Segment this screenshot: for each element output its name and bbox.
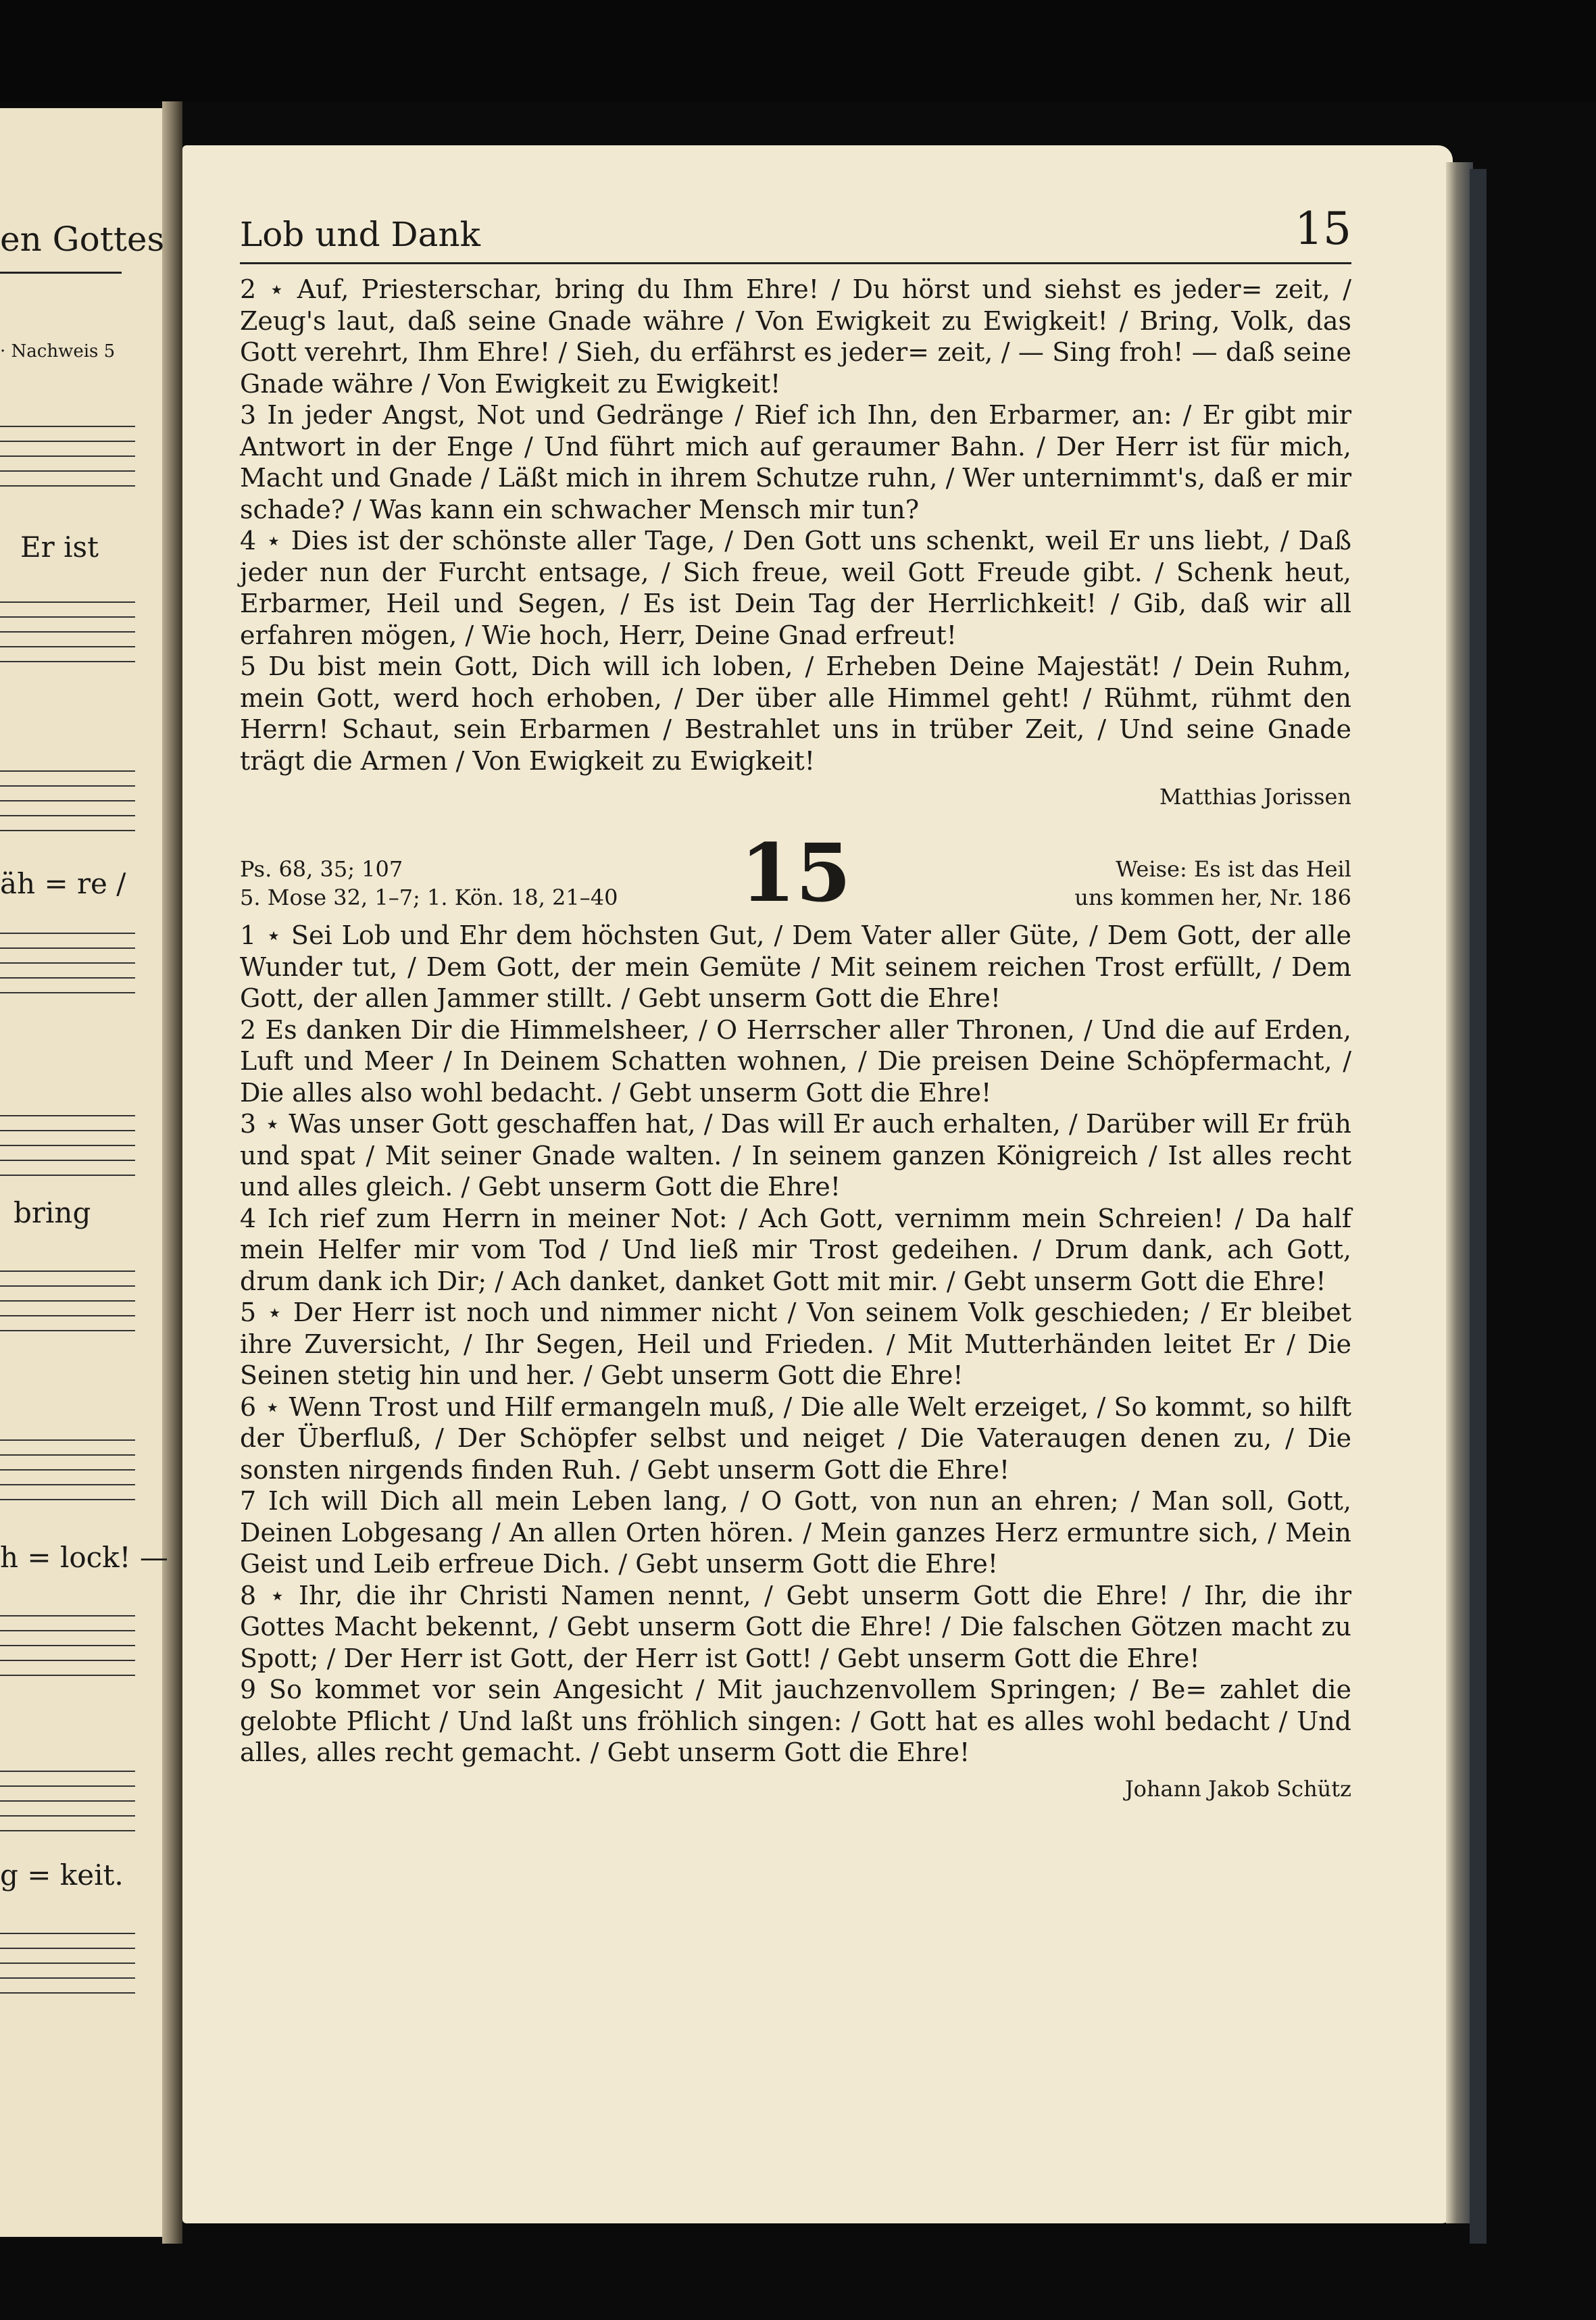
left-page-header-rule [0, 272, 122, 274]
verse: 5 ⋆ Der Herr ist noch und nimmer nicht / Von seinem Volk geschieden; / Er bleibet ihre Zuversicht, / Ihr Segen, Heil und Frieden. / Mit Mutterhänden leitet Er / Die Seinen stetig hin und her. / Gebt unserm Gott die Ehre! [240, 1298, 1351, 1390]
lyric-fragment: bring [14, 1196, 91, 1229]
book-gutter [162, 101, 182, 2244]
background-top [0, 0, 1596, 101]
page-content [240, 203, 1351, 1815]
hymn-author: Johann Jakob Schütz [1124, 1775, 1351, 1802]
melody-line: uns kommen her, Nr. 186 [1074, 885, 1351, 910]
book-cover-edge [1470, 169, 1487, 2244]
verse: 4 Ich rief zum Herrn in meiner Not: / Ach Gott, vernimm mein Schreien! / Da half mein Helfer mir vom Tod / Und ließ mir Trost gedeihen. / Drum dank, ach Gott, drum dank ich Dir; / Ach danket, danket Gott mit mir. / Gebt unserm Gott die Ehre! [240, 1203, 1351, 1296]
hymn-author: Matthias Jorissen [1159, 784, 1351, 810]
verse: 3 ⋆ Was unser Gott geschaffen hat, / Das will Er auch erhalten, / Darüber will Er früh und spat / Mit seiner Gnade walten. / In seinem ganzen Königreich / Ist alles recht und alles gleich. / Gebt unserm Gott die Ehre! [240, 1109, 1351, 1202]
lyric-fragment: g = keit. [0, 1858, 124, 1892]
running-title: Lob und Dank [240, 215, 480, 254]
lyric-fragment: äh = re / [0, 867, 126, 900]
verse: 3 In jeder Angst, Not und Gedränge / Rief ich Ihn, den Erbarmer, an: / Er gibt mir Antwort in der Enge / Und führt mich auf geraumer Bahn. / Der Herr ist für mich, Macht und Gnade / Läßt mich in ihrem Schutze ruhn, / Wer unternimmt's, daß er mir schade? / Was kann ein schwacher Mensch mir tun? [240, 400, 1351, 524]
left-page-title-fragment: en Gottes [0, 220, 165, 259]
page-header [240, 203, 1351, 262]
verse: 9 So kommet vor sein Angesicht / Mit jauchzenvollem Springen; / Be= zahlet die gelobte Pflicht / Und laßt uns fröhlich singen: / Gott hat es alles wohl bedacht / Und alles, alles recht gemacht. / Gebt unserm Gott die Ehre! [240, 1675, 1351, 1767]
scripture-reference: Ps. 68, 35; 107 [240, 856, 403, 882]
verse: 6 ⋆ Wenn Trost und Hilf ermangeln muß, / Die alle Welt erzeiget, / So kommt, so hilft der Überfluß, / Der Schöpfer selbst und neiget / Die Vateraugen denen zu, / Die sonsten nirgends finden Ruh. / Gebt unserm Gott die Ehre! [240, 1391, 1351, 1485]
verse: 4 ⋆ Dies ist der schönste aller Tage, / Den Gott uns schenkt, weil Er uns liebt, / Daß jeder nun der Furcht entsage, / Sich freue, weil Gott Freude gibt. / Schenk heut, Erbarmer, Heil und Segen, / Es ist Dein Tag der Herrlichkeit! / Gib, daß wir all erfahren mögen, / Wie hoch, Herr, Deine Gnad erfreut! [240, 526, 1351, 650]
lyric-fragment: Er ist [20, 530, 99, 564]
header-rule [240, 262, 1351, 264]
verse: 2 Es danken Dir die Himmelsheer, / O Herrscher aller Thronen, / Und die auf Erden, Luft und Meer / In Deinem Schatten wohnen, / Die preisen Deine Schöpfermacht, / Die alles also wohl bedacht. / Gebt unserm Gott die Ehre! [240, 1014, 1351, 1108]
verse: 8 ⋆ Ihr, die ihr Christi Namen nennt, / Gebt unserm Gott die Ehre! / Ihr, die ihr Gottes Macht bekennt, / Gebt unserm Gott die Ehre! / Die falschen Götzen macht zu Spott; / Der Herr ist Gott, der Herr ist Gott! / Gebt unserm Gott die Ehre! [240, 1580, 1351, 1673]
left-page-nachweis: · Nachweis 5 [0, 341, 116, 362]
hymn-number: 15 [740, 826, 851, 920]
page-edge [1446, 162, 1473, 2223]
melody-line: Weise: Es ist das Heil [1116, 856, 1351, 882]
page-number: 15 [1295, 203, 1351, 255]
verse: 1 ⋆ Sei Lob und Ehr dem höchsten Gut, / Dem Vater aller Güte, / Dem Gott, der alle Wunder tut, / Dem Gott, der mein Gemüte / Mit seinem reichen Trost erfüllt, / Dem Gott, der allen Jammer stillt. / Gebt unserm Gott die Ehre! [240, 920, 1351, 1013]
lyric-fragment: h = lock! — [0, 1541, 168, 1574]
left-page [0, 108, 165, 2237]
scripture-reference: 5. Mose 32, 1–7; 1. Kön. 18, 21–40 [240, 885, 618, 910]
melody-reference [1074, 855, 1351, 912]
verse: 2 ⋆ Auf, Priesterschar, bring du Ihm Ehre! / Du hörst und siehst es jeder= zeit, / Zeug's laut, daß seine Gnade währe / Von Ewigkeit zu Ewigkeit! / Bring, Volk, das Gott verehrt, Ihm Ehre! / Sieh, du erfährst es jeder= zeit, / — Sing froh! — daß seine Gnade währe / Von Ewigkeit zu Ewigkeit! [240, 274, 1351, 399]
verse: 5 Du bist mein Gott, Dich will ich loben, / Erheben Deine Majestät! / Dein Ruhm, mein Gott, werd hoch erhoben, / Der über alle Himmel geht! / Rühmt, rühmt den Herrn! Schaut, sein Erbarmen / Bestrahlet uns in trüber Zeit, / Und seine Gnade trägt die Armen / Von Ewigkeit zu Ewigkeit! [240, 651, 1351, 776]
verse: 7 Ich will Dich all mein Leben lang, / O Gott, von nun an ehren; / Man soll, Gott, Deinen Lobgesang / An allen Orten hören. / Mein ganzes Herz ermuntre sich, / Mein Geist und Leib erfreue Dich. / Gebt unserm Gott die Ehre! [240, 1486, 1351, 1579]
hymn-heading [240, 826, 1351, 920]
